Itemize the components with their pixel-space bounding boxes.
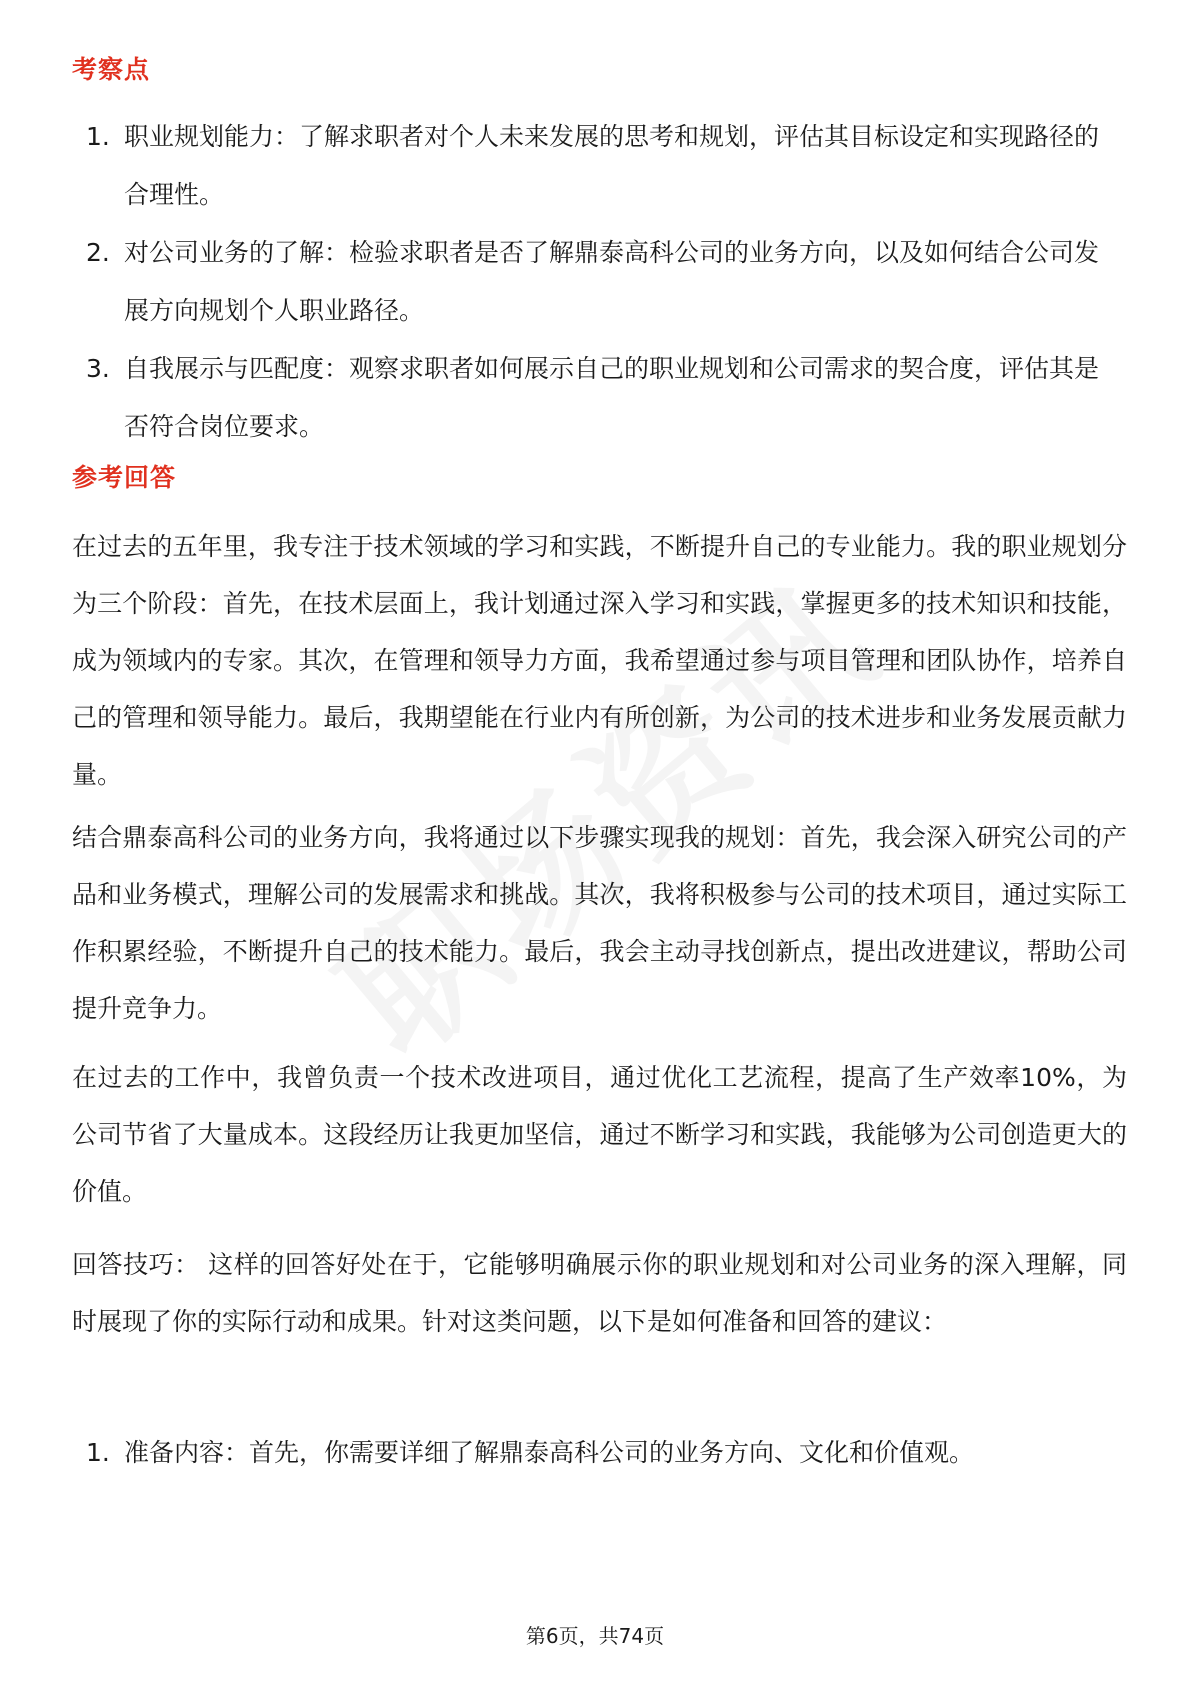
reference-answer-title: 参考回答 xyxy=(72,463,177,492)
list-item xyxy=(72,340,1122,456)
answer-paragraph: 结合鼎泰高科公司的业务方向，我将通过以下步骤实现我的规划：首先，我会深入研究公司的产品和业务模式，理解公司的发展需求和挑战。其次，我将积极参与公司的技术项目，通过实际工作积累经验，不断提升自己的技术能力。最后，我会主动寻找创新点，提出改进建议，帮助公司提升竞争力。 xyxy=(72,823,1127,1023)
list-text: 准备内容：首先，你需要详细了解鼎泰高科公司的业务方向、文化和价值观。 xyxy=(124,1438,975,1467)
list-item xyxy=(72,108,1122,224)
answer-paragraph: 在过去的工作中，我曾负责一个技术改进项目，通过优化工艺流程，提高了生产效率10%，为公司节省了大量成本。这段经历让我更加坚信，通过不断学习和实践，我能够为公司创造更大的价值。 xyxy=(72,1063,1127,1206)
list-text: 职业规划能力：了解求职者对个人未来发展的思考和规划，评估其目标设定和实现路径的合理性。 xyxy=(124,122,1100,209)
list-number: 3. xyxy=(86,354,110,383)
list-text: 对公司业务的了解：检验求职者是否了解鼎泰高科公司的业务方向，以及如何结合公司发展方向规划个人职业路径。 xyxy=(124,238,1100,325)
exam-points-title: 考察点 xyxy=(72,55,151,84)
page-number: 第6页，共74页 xyxy=(525,1624,665,1648)
list-number: 2. xyxy=(86,238,110,267)
answer-paragraph: 在过去的五年里，我专注于技术领域的学习和实践，不断提升自己的专业能力。我的职业规划分为三个阶段：首先，在技术层面上，我计划通过深入学习和实践，掌握更多的技术知识和技能，成为领域内的专家。其次，在管理和领导力方面，我希望通过参与项目管理和团队协作，培养自己的管理和领导能力。最后，我期望能在行业内有所创新，为公司的技术进步和业务发展贡献力量。 xyxy=(72,532,1127,789)
answer-tips-paragraph: 回答技巧： 这样的回答好处在于，它能够明确展示你的职业规划和对公司业务的深入理解，同时展现了你的实际行动和成果。针对这类问题，以下是如何准备和回答的建议： xyxy=(72,1250,1127,1336)
list-number: 1. xyxy=(86,1438,110,1467)
list-item xyxy=(72,1424,1122,1482)
list-text: 自我展示与匹配度：观察求职者如何展示自己的职业规划和公司需求的契合度，评估其是否符合岗位要求。 xyxy=(124,354,1100,441)
list-number: 1. xyxy=(86,122,110,151)
list-item xyxy=(72,224,1122,340)
tips-list xyxy=(72,1424,1122,1482)
exam-points-list xyxy=(72,108,1122,456)
